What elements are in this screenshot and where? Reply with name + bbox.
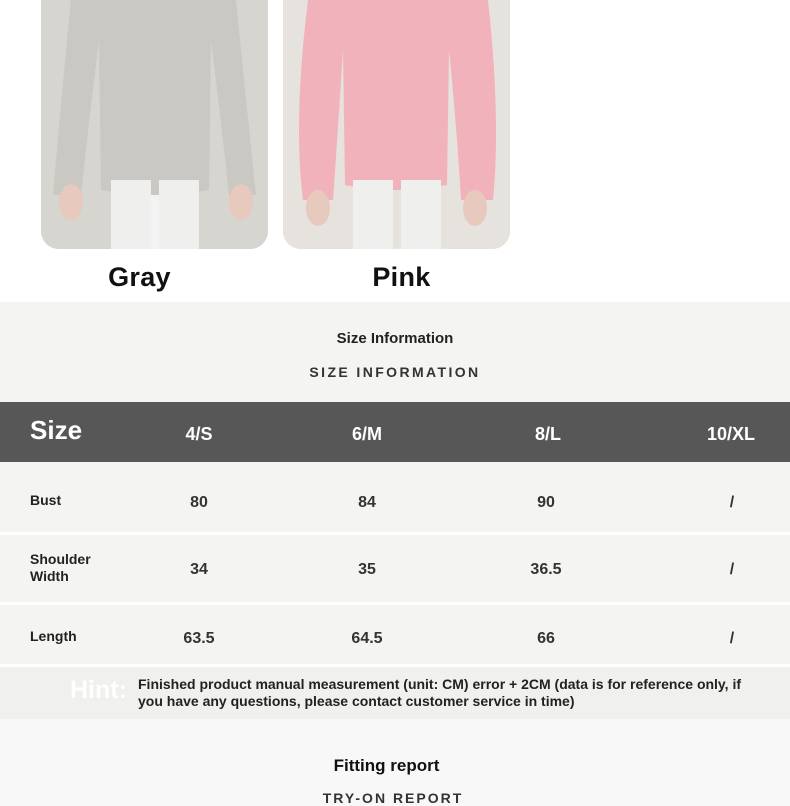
fitting-report-subtitle: TRY-ON REPORT (322, 790, 464, 806)
size-header-8l: 8/L (534, 424, 561, 444)
table-row-bust (0, 462, 790, 535)
fitting-report-title: Fitting report (333, 756, 440, 775)
pink-product-image[interactable] (283, 0, 510, 249)
table-cell: 35 (358, 561, 376, 578)
gray-shirt-illustration (41, 0, 268, 249)
table-cell: / (729, 630, 735, 647)
color-options (0, 0, 790, 302)
row-label-line: Shoulder (30, 551, 91, 567)
measurement-hint (0, 667, 790, 719)
table-row-shoulder-width (0, 535, 790, 605)
color-label-gray: Gray (108, 262, 171, 292)
gray-product-image[interactable] (41, 0, 268, 249)
table-row-length (0, 605, 790, 667)
row-label-length: Length (30, 628, 77, 644)
hint-text: Finished product manual measurement (unit: CM) error + 2CM (data is for reference only, if you have any questions, please contact customer service in time) (138, 676, 742, 709)
pink-shirt-illustration (283, 0, 510, 249)
table-cell: / (729, 494, 735, 511)
size-info-subtitle: SIZE INFORMATION (309, 364, 481, 380)
size-info-header (0, 302, 790, 402)
table-cell: / (729, 561, 735, 578)
hint-label: Hint: (70, 676, 127, 704)
table-cell: 63.5 (183, 630, 215, 647)
table-cell: 84 (358, 494, 376, 511)
table-cell: 80 (190, 494, 208, 511)
size-header-6m: 6/M (351, 424, 382, 444)
table-cell: 34 (190, 561, 208, 578)
table-cell: 64.5 (351, 630, 383, 647)
color-label-pink: Pink (372, 262, 431, 292)
table-cell: 66 (537, 630, 555, 647)
table-cell: 90 (537, 494, 555, 511)
row-label-bust: Bust (30, 492, 62, 508)
size-header-10xl: 10/XL (706, 424, 756, 444)
fitting-report-header (0, 719, 790, 806)
size-header-4s: 4/S (185, 424, 213, 444)
row-label-line: Width (30, 568, 69, 584)
table-cell: 36.5 (530, 561, 562, 578)
row-label-shoulder-width (30, 551, 91, 585)
size-column-label: Size (30, 415, 83, 445)
size-info-title: Size Information (336, 330, 454, 347)
size-table-header (0, 402, 790, 462)
